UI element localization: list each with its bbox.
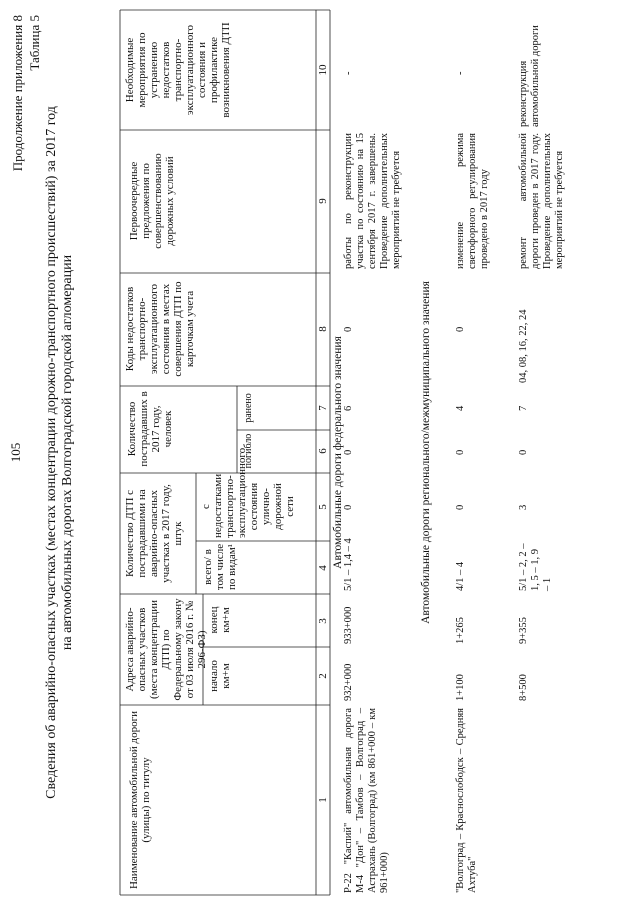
row-3-priority: ремонт автомобильной дороги проведен в 2017 году. Проведение дополнительных мероприятий не требуется xyxy=(518,133,565,269)
row-3-codes: 04, 08, 16, 22, 24 xyxy=(518,309,529,383)
row-1-priority: работы по реконструкции участка по состоянию на 15 сентября 2017 г. завершены. Проведение дополнительных мероприятий не требуется xyxy=(343,133,402,269)
header-address-end: конец км+м xyxy=(208,606,232,634)
row-3-killed: 0 xyxy=(518,449,529,455)
header-address: Адреса аварийно-опасных участков (места концентрации ДТП) по Федеральному закону от 03 июля 2016 г. № 296-ФЗ) xyxy=(124,598,208,701)
col-number-8: 8 xyxy=(317,326,329,332)
row-1-killed: 0 xyxy=(343,449,354,455)
col-number-4: 4 xyxy=(317,565,329,571)
row-1-end: 933+000 xyxy=(343,606,354,644)
col-number-2: 2 xyxy=(317,673,329,679)
col-number-10: 10 xyxy=(317,64,329,76)
header-accidents-defects: с недостатками транспортно-эксплуатационного состояния улично-дорожной сети xyxy=(200,447,296,538)
row-2-start: 1+100 xyxy=(455,674,466,701)
section-federal-roads: Автомобильные дороги федерального значения xyxy=(332,336,344,569)
section-regional-roads: Автомобильные дороги регионального/межмуниципального значения xyxy=(420,281,432,624)
col-number-1: 1 xyxy=(317,797,329,803)
row-1-injured: 6 xyxy=(343,405,354,411)
row-2-codes: 0 xyxy=(455,326,466,332)
row-3-defects: 3 xyxy=(518,504,529,510)
header-accidents-total: всего/ в том числе по видам¹ xyxy=(202,543,238,591)
row-2-priority: изменение режима светофорного регулирования проведено в 2017 году xyxy=(455,133,490,269)
row-2-end: 1+265 xyxy=(455,617,466,644)
header-address-start: начало км+м xyxy=(208,660,232,692)
col-number-7: 7 xyxy=(317,405,329,411)
row-1-total: 5/1 – 1,4 – 4 xyxy=(343,538,354,591)
row-2-injured: 4 xyxy=(455,405,466,411)
header-priority: Первоочередные предложения по совершенствованию дорожных условий xyxy=(128,153,176,249)
header-killed: погибло xyxy=(243,433,254,469)
row-3-injured: 7 xyxy=(518,405,529,411)
header-measures: Необходимые мероприятия по устранению недостатков транспортно-эксплуатационного состояния и профилактике возникновения ДТП xyxy=(124,22,232,118)
row-2-defects: 0 xyxy=(455,504,466,510)
header-victims: Количество пострадавших в 2017 году, человек xyxy=(126,391,174,467)
row-2-road: "Волгоград – Краснослободск – Средняя Ахтуба" xyxy=(455,708,478,893)
col-number-9: 9 xyxy=(317,198,329,204)
row-1-start: 932+000 xyxy=(343,663,354,701)
document-subtitle: на автомобильных дорогах Волгоградской городской агломерации xyxy=(60,254,75,651)
row-1-defects: 0 xyxy=(343,504,354,510)
header-codes: Коды недостатков транспортно-эксплуатационного состояния в местах совершения ДТП по карточкам учета xyxy=(124,281,196,377)
row-2-total: 4/1 – 4 xyxy=(455,561,466,591)
row-3-end: 9+355 xyxy=(518,617,529,644)
row-1-codes: 0 xyxy=(343,326,354,332)
header-road-name: Наименование автомобильной дороги (улицы) по титулу xyxy=(128,711,152,890)
row-1-measures: - xyxy=(343,71,354,75)
continuation-note: Продолжение приложения 8 xyxy=(10,15,25,172)
header-accidents: Количество ДТП с пострадавшими на аварийно-опасных участках в 2017 году, штук xyxy=(124,484,184,583)
col-number-5: 5 xyxy=(317,504,329,510)
row-3-total: 5/1 – 2, 2 – 1, 5 – 1, 9 – 1 xyxy=(518,543,553,591)
row-1-road: Р-22 "Каспий" автомобильная дорога М-4 "Дон" – Тамбов – Волгоград – Астрахань (Волгоград) (км 861+000 – км 961+000) xyxy=(343,708,390,893)
row-2-measures: - xyxy=(455,71,466,75)
row-3-start: 8+500 xyxy=(518,674,529,701)
document-title: Сведения об аварийно-опасных участках (местах концентрации дорожно-транспортного происшествий) за 2017 год xyxy=(44,106,59,799)
row-3-measures: реконструкция автомобильной дороги xyxy=(518,25,541,127)
row-2-killed: 0 xyxy=(455,449,466,455)
table-label: Таблица 5 xyxy=(27,15,42,71)
page-number: 105 xyxy=(8,442,23,463)
header-injured: ранено xyxy=(243,393,254,423)
col-number-6: 6 xyxy=(317,448,329,454)
col-number-3: 3 xyxy=(317,618,329,624)
